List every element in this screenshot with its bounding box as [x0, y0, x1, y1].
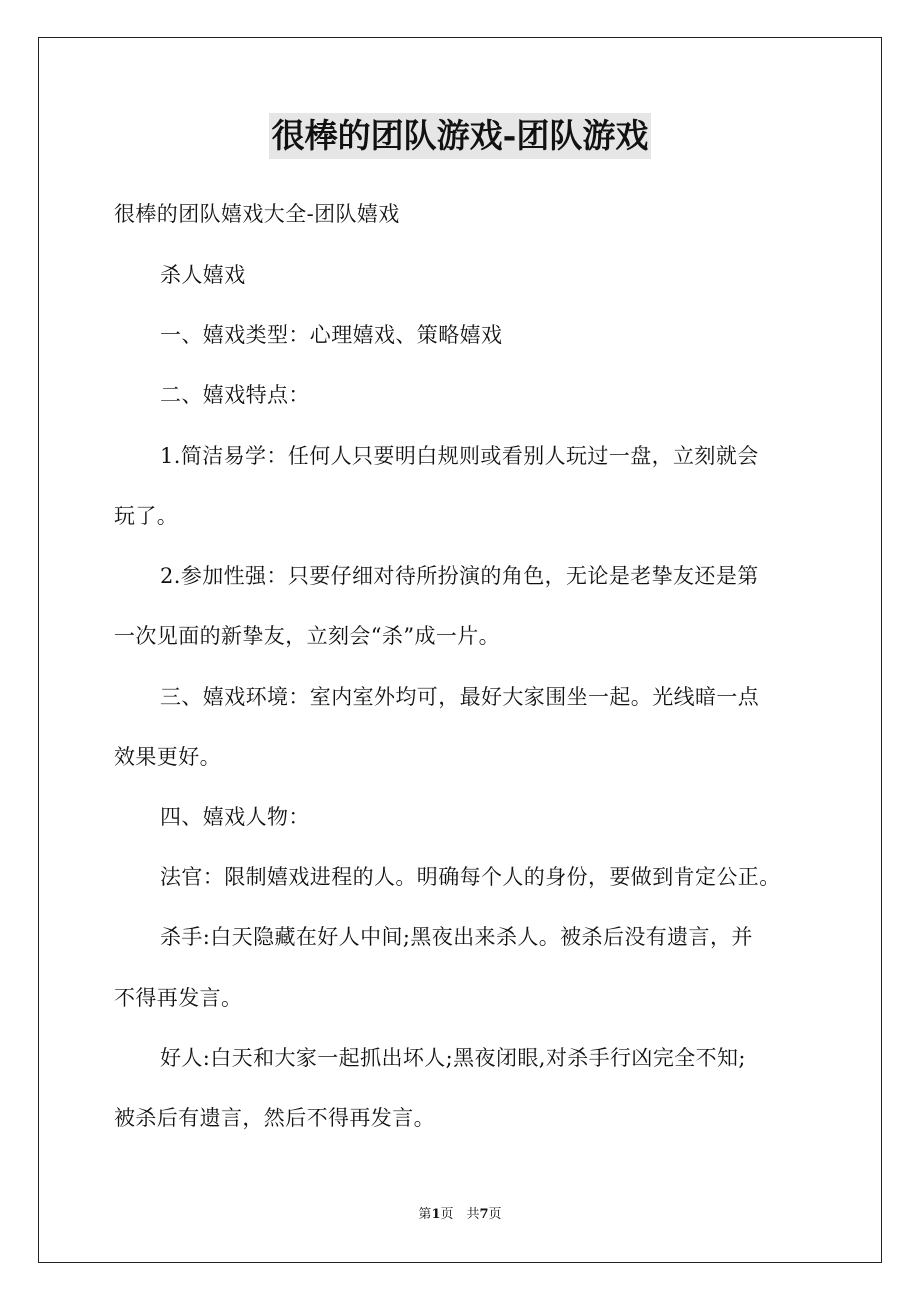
- paragraph-line: 玩了。: [114, 504, 179, 528]
- document-title: 很棒的团队游戏-团队游戏: [269, 113, 652, 159]
- paragraph-line: 三、嬉戏环境：室内室外均可，最好大家围坐一起。光线暗一点: [160, 685, 760, 709]
- paragraph-line: 被杀后有遗言，然后不得再发言。: [114, 1106, 435, 1130]
- paragraph-line: 好人:白天和大家一起抓出坏人;黑夜闭眼,对杀手行凶完全不知;: [160, 1046, 746, 1070]
- total-page-number: 7: [479, 1207, 489, 1222]
- paragraph-line: 杀人嬉戏: [160, 263, 246, 287]
- page-footer: [0, 1206, 920, 1224]
- paragraph-line: 不得再发言。: [114, 986, 243, 1010]
- document-subtitle: 很棒的团队嬉戏大全-团队嬉戏: [114, 202, 400, 226]
- paragraph-line: 1.简洁易学：任何人只要明白规则或看别人玩过一盘，立刻就会: [160, 444, 759, 468]
- paragraph-line: 杀手:白天隐藏在好人中间;黑夜出来杀人。被杀后没有遗言，并: [160, 925, 753, 949]
- paragraph-line: 四、嬉戏人物：: [160, 805, 310, 829]
- current-page-number: 1: [431, 1207, 441, 1222]
- page-mid: 页 共: [440, 1207, 480, 1222]
- title-container: [0, 113, 920, 159]
- page-prefix: 第: [418, 1207, 432, 1222]
- paragraph-line: 2.参加性强：只要仔细对待所扮演的角色，无论是老挚友还是第: [160, 564, 759, 588]
- paragraph-line: 效果更好。: [114, 745, 221, 769]
- page-suffix: 页: [488, 1207, 502, 1222]
- paragraph-line: 一次见面的新挚友，立刻会“杀”成一片。: [114, 624, 501, 648]
- paragraph-line: 一、嬉戏类型：心理嬉戏、策略嬉戏: [160, 323, 503, 347]
- paragraph-line: 二、嬉戏特点：: [160, 383, 310, 407]
- paragraph-line: 法官：限制嬉戏进程的人。明确每个人的身份，要做到肯定公正。: [160, 865, 781, 889]
